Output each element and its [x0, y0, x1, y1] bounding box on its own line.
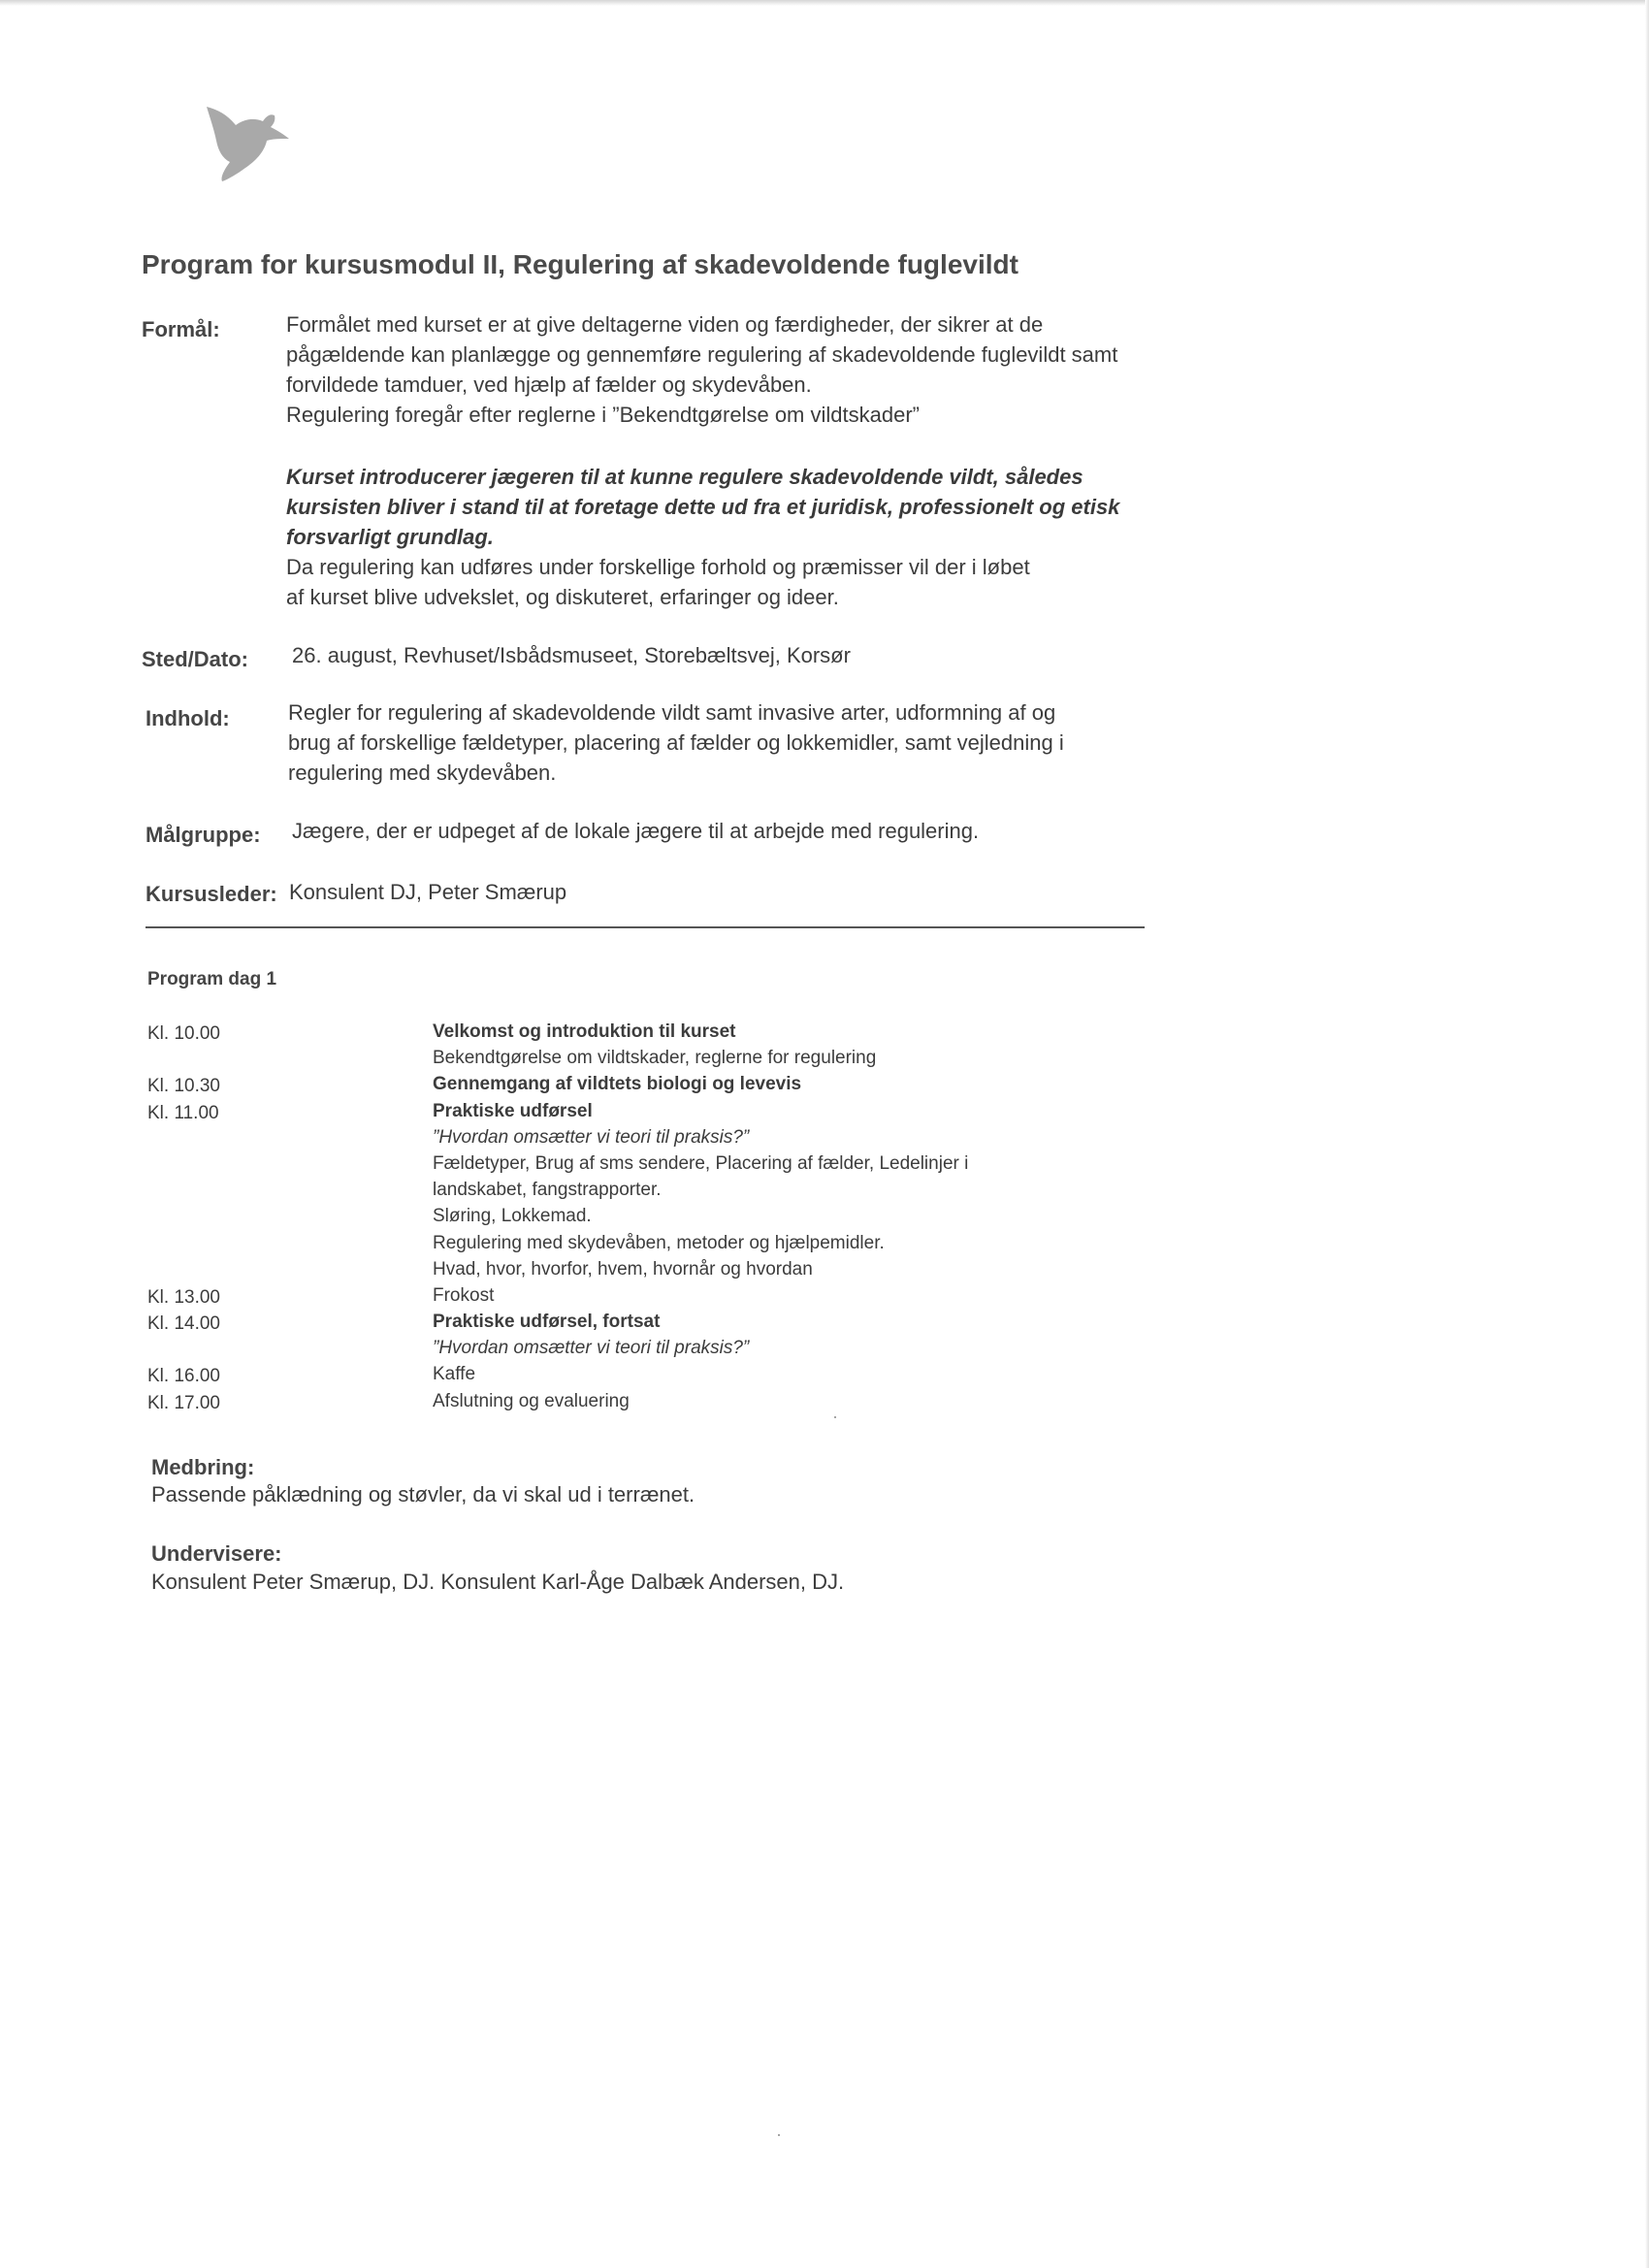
program-time: Kl. 10.00 [147, 1023, 220, 1044]
program-time [147, 1205, 220, 1231]
program-activity: Gennemgang af vildtets biologi og levevis [433, 1074, 802, 1095]
program-activity: Fældetyper, Brug af sms sendere, Placering af fælder, Ledelinjer i [433, 1152, 969, 1174]
formaal-text [286, 309, 1117, 430]
program-activity: Frokost [433, 1284, 495, 1306]
formaal-label: Formål: [142, 317, 220, 341]
formaal-line: Formålet med kurset er at give deltagerne viden og færdigheder, der sikrer at de [286, 312, 1044, 337]
program-time [147, 1179, 220, 1205]
scan-edge-top [0, 0, 1649, 6]
program-activity: Hvad, hvor, hvorfor, hvem, hvornår og hvordan [433, 1258, 813, 1280]
kursusleder-value: Konsulent DJ, Peter Smærup [289, 880, 567, 904]
undervisere-value: Konsulent Peter Smærup, DJ. Konsulent Karl-Åge Dalbæk Andersen, DJ. [151, 1570, 845, 1594]
divider [146, 926, 1145, 928]
medbring-label: Medbring: [151, 1455, 255, 1479]
program-time [147, 1337, 220, 1363]
program-time [147, 1258, 220, 1284]
extra-line: af kurset blive udvekslet, og diskuteret, erfaringer og ideer. [286, 585, 839, 609]
emphasis-line: Kurset introducerer jægeren til at kunne regulere skadevoldende vildt, således [286, 465, 1083, 489]
program-activity: Bekendtgørelse om vildtskader, reglerne for regulering [433, 1048, 877, 1069]
scan-speck [778, 2134, 780, 2136]
program-time: Kl. 13.00 [147, 1286, 220, 1308]
indhold-line: regulering med skydevåben. [288, 761, 557, 785]
extra-line: Da regulering kan udføres under forskellige forhold og præmisser vil der i løbet [286, 555, 1030, 579]
program-activity: ”Hvordan omsætter vi teori til praksis?” [433, 1338, 750, 1359]
indhold-line: brug af forskellige fældetyper, placering af fælder og lokkemidler, samt vejledning i [288, 730, 1064, 755]
scan-edge-right [1645, 0, 1649, 2268]
program-activity: Regulering med skydevåben, metoder og hjælpemidler. [433, 1232, 885, 1253]
page-title: Program for kursusmodul II, Regulering af skadevoldende fuglevildt [142, 249, 1018, 279]
program-activity: landskabet, fangstrapporter. [433, 1180, 662, 1201]
formaal-line: pågældende kan planlægge og gennemføre regulering af skadevoldende fuglevildt samt [286, 342, 1118, 367]
emphasis-line: forsvarligt grundlag. [286, 525, 494, 549]
formaal-extra [286, 552, 1030, 612]
medbring-value: Passende påklædning og støvler, da vi skal ud i terrænet. [151, 1482, 695, 1507]
scan-speck [834, 1416, 836, 1418]
indhold-label: Indhold: [146, 706, 230, 730]
program-time: Kl. 10.30 [147, 1076, 220, 1097]
maalgruppe-value: Jægere, der er udpeget af de lokale jægere til at arbejde med regulering. [292, 819, 980, 843]
program-time [147, 1047, 220, 1073]
bird-logo-icon [199, 102, 296, 189]
program-activity: ”Hvordan omsætter vi teori til praksis?” [433, 1126, 750, 1148]
program-time [147, 1152, 220, 1179]
program-activity: Kaffe [433, 1364, 476, 1385]
formaal-emphasis [286, 462, 1119, 552]
program-activity: Praktiske udførsel, fortsat [433, 1312, 661, 1333]
undervisere-label: Undervisere: [151, 1541, 282, 1566]
emphasis-line: kursisten bliver i stand til at foretage dette ud fra et juridisk, professionelt og etisk [286, 495, 1120, 519]
maalgruppe-label: Målgruppe: [146, 823, 261, 847]
kursusleder-label: Kursusleder: [146, 882, 277, 906]
indhold-line: Regler for regulering af skadevoldende vildt samt invasive arter, udformning af og [288, 700, 1056, 725]
program-activities [433, 1019, 968, 1414]
program-time: Kl. 16.00 [147, 1366, 220, 1387]
program-time [147, 1232, 220, 1258]
program-activity: Afslutning og evaluering [433, 1390, 630, 1411]
sted-label: Sted/Dato: [142, 647, 248, 671]
indhold-text [288, 697, 1064, 788]
formaal-line: forvildede tamduer, ved hjælp af fælder og skydevåben. [286, 373, 812, 397]
program-activity: Praktiske udførsel [433, 1100, 593, 1121]
program-title: Program dag 1 [147, 969, 277, 989]
sted-value: 26. august, Revhuset/Isbådsmuseet, Storebæltsvej, Korsør [292, 643, 851, 667]
program-activity: Sløring, Lokkemad. [433, 1206, 592, 1227]
program-times [147, 1021, 220, 1416]
program-time: Kl. 11.00 [147, 1102, 219, 1123]
formaal-line: Regulering foregår efter reglerne i ”Bekendtgørelse om vildtskader” [286, 403, 920, 427]
program-time [147, 1126, 220, 1152]
program-time: Kl. 17.00 [147, 1392, 220, 1413]
program-time: Kl. 14.00 [147, 1313, 220, 1335]
program-activity: Velkomst og introduktion til kurset [433, 1021, 736, 1042]
